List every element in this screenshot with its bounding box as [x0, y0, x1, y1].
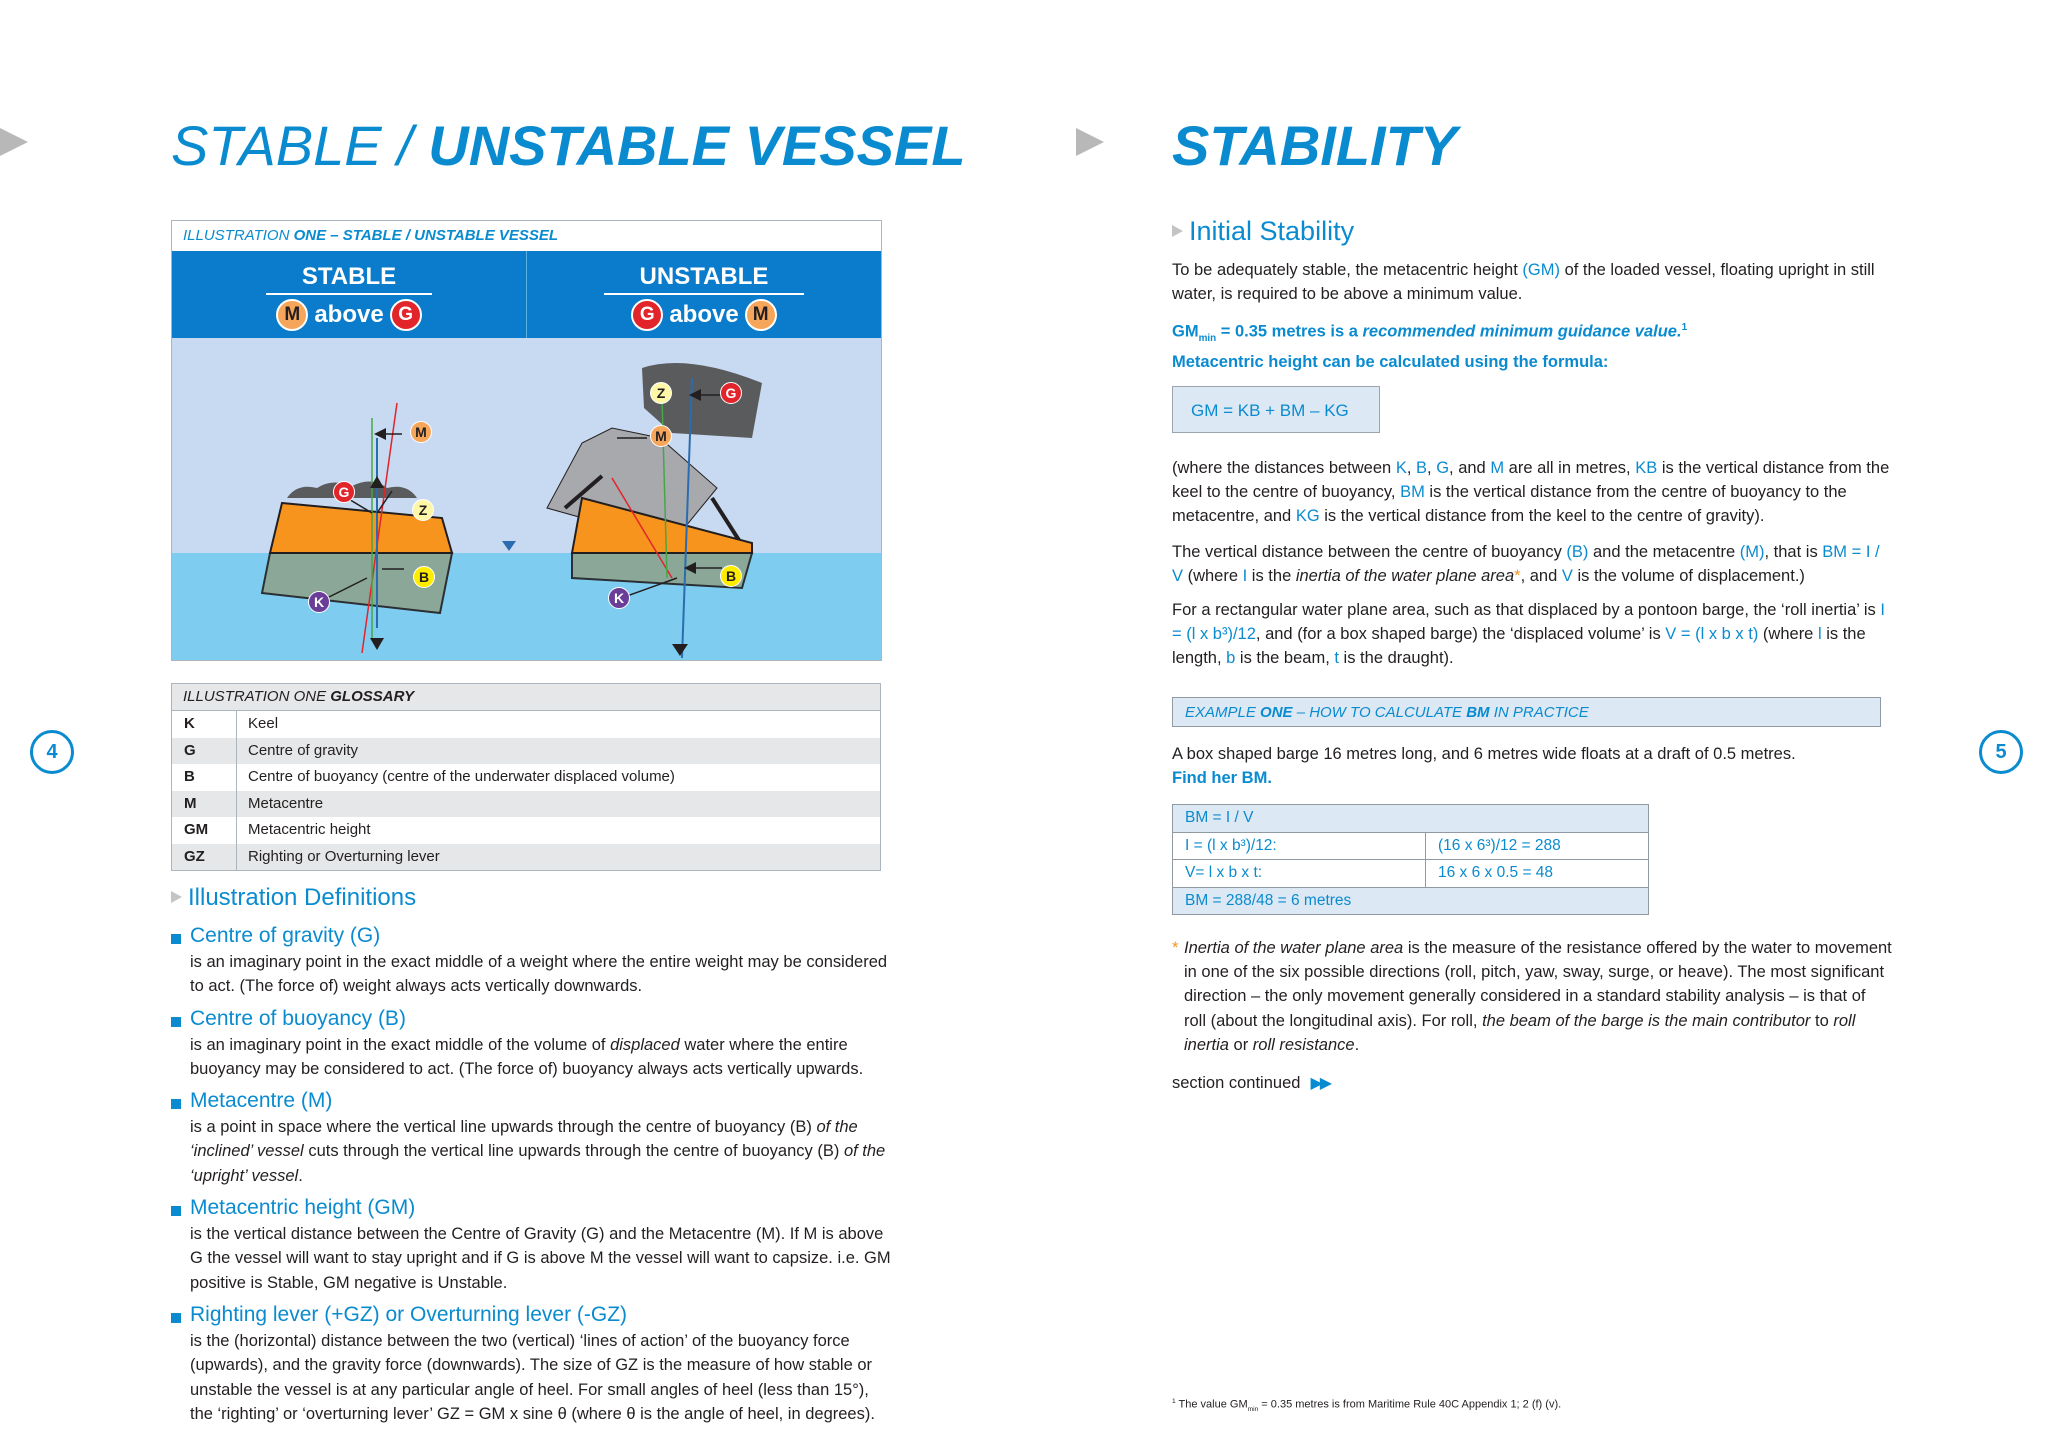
calc-cell: V= l x b x t:	[1173, 860, 1426, 887]
text-run: (where	[1183, 567, 1243, 585]
glossary-row	[172, 844, 880, 871]
equation-highlight: BM = I / V	[1172, 543, 1880, 585]
calc-row	[1173, 859, 1648, 887]
definition-title: Centre of buoyancy (B)	[171, 1005, 891, 1033]
title-bold: UNSTABLE VESSEL	[428, 114, 966, 177]
above-word: above	[669, 301, 739, 328]
section-continued-text: section continued	[1172, 1074, 1301, 1092]
page-title	[171, 114, 966, 178]
equation-highlight: V = (l x b x t)	[1665, 625, 1759, 643]
emphasis: roll inertia	[1184, 1011, 1856, 1054]
stable-column	[172, 251, 526, 338]
text-run: is the	[1247, 567, 1296, 585]
unstable-column	[526, 251, 881, 338]
subscript: min	[1247, 1405, 1259, 1413]
glossary-term: K	[172, 711, 237, 738]
definition-item	[171, 1301, 891, 1426]
definition-text: cuts through the vertical line upwards through the centre of buoyancy (B)	[303, 1142, 844, 1161]
definition-body: is an imaginary point in the exact middle of a weight where the entire weight may be considered to act. (The force of) weight always acts vertically downwards.	[190, 953, 888, 996]
text-run: are all in metres,	[1504, 459, 1636, 477]
initial-stability-heading	[1172, 216, 1354, 247]
term-highlight: (M)	[1739, 543, 1765, 561]
vessel-diagram	[172, 338, 881, 660]
text-run: The value GM	[1175, 1398, 1248, 1411]
glossary-row	[172, 764, 880, 791]
text-run: is the vertical distance from the centre of buoyancy to the metacentre, and	[1172, 483, 1847, 525]
glossary-term: B	[172, 764, 237, 791]
stable-heading: STABLE	[266, 263, 432, 295]
asterisk: *	[1514, 567, 1521, 585]
term-highlight: l	[1817, 625, 1822, 643]
bold-run: BM	[1466, 704, 1490, 721]
page-arrow-icon	[0, 128, 28, 156]
text-run: To be adequately stable, the metacentric height	[1172, 261, 1523, 279]
equation-highlight: I = (l x b³)/12	[1172, 601, 1885, 643]
term-highlight: V	[1561, 567, 1573, 585]
calc-cell: 16 x 6 x 0.5 = 48	[1438, 864, 1554, 881]
definition-text: is an imaginary point in the exact middle of the volume of	[190, 1035, 611, 1054]
formula-intro: Metacentric height can be calculated using the formula:	[1172, 353, 1609, 371]
term-highlight: t	[1334, 649, 1339, 667]
definition-body: is the (horizontal) distance between the two (vertical) ‘lines of action’ of the buoyancy force (upwards), and the gravity force (downwards). The size of GZ is the measure of how stable or unstable the vessel is at any particular angle of heel. For small angles of heel (less than 15°), the ‘righting’ or ‘overturning lever’ GZ = GM x sine θ (where θ is the angle of heel, in degrees).	[190, 1331, 875, 1423]
caption-bold: ONE – STABLE / UNSTABLE VESSEL	[293, 227, 559, 244]
g-badge: G	[631, 299, 663, 331]
text-run: = 0.35 metres is a	[1216, 322, 1363, 341]
above-word: above	[314, 301, 384, 328]
calc-row	[1173, 887, 1648, 915]
emphasis: inertia of the water plane area	[1295, 567, 1515, 585]
term-highlight: b	[1226, 649, 1236, 667]
definition-text: is a point in space where the vertical line upwards through the centre of buoyancy (B)	[190, 1118, 817, 1137]
g-label: G	[720, 382, 742, 404]
glossary-table	[171, 683, 881, 871]
definition-text: water where the entire buoyancy may be considered to act. (The force of) buoyancy always acts vertically upwards.	[190, 1035, 864, 1078]
term-highlight: KB	[1635, 459, 1658, 477]
section-arrow-icon	[171, 891, 182, 903]
text-run: (where	[1758, 625, 1818, 643]
calc-cell: (16 x 6³)/12 = 288	[1438, 836, 1561, 854]
glossary-header-bold: GLOSSARY	[330, 688, 415, 705]
definition-item	[171, 922, 891, 999]
text-run: (where the distances between	[1172, 459, 1396, 477]
calc-row	[1173, 832, 1648, 860]
gm-min-statement	[1172, 316, 1892, 351]
k-label: K	[608, 587, 630, 609]
m-label: M	[410, 421, 432, 443]
text-run: is the length,	[1172, 625, 1866, 667]
text-run: of the loaded vessel, floating upright in still water, is required to be above a minimum value.	[1172, 261, 1875, 303]
text-run: = 0.35 metres is from Maritime Rule 40C Appendix 1; 2 (f) (v).	[1258, 1398, 1562, 1411]
definition-body	[171, 1115, 891, 1188]
g-label: G	[333, 481, 355, 503]
gm-highlight: (GM)	[1522, 261, 1560, 279]
term-highlight: K	[1395, 459, 1407, 477]
text-run: , that is	[1764, 543, 1823, 561]
unstable-subline	[527, 299, 881, 331]
definitions-heading-text: Illustration Definitions	[188, 884, 417, 911]
calc-cell: BM = I / V	[1185, 809, 1254, 826]
title-bold: STABILITY	[1172, 114, 1458, 177]
definition-title: Metacentre (M)	[171, 1087, 891, 1115]
calculation-table	[1172, 804, 1649, 915]
k-label: K	[308, 591, 330, 613]
stable-subline	[172, 299, 526, 331]
emphasis: Inertia of the water plane area	[1184, 939, 1404, 957]
definition-emphasis: of the ‘upright’ vessel	[190, 1142, 886, 1185]
text-run: For a rectangular water plane area, such as that displaced by a pontoon barge, the ‘roll inertia’ is	[1172, 601, 1881, 619]
text-run: , and (for a box shaped barge) the ‘displaced volume’ is	[1255, 625, 1666, 643]
b-label: B	[413, 566, 435, 588]
text-run: ,	[1406, 459, 1416, 477]
g-badge: G	[390, 299, 422, 331]
text-run: is the vertical distance from the keel to the centre of gravity).	[1319, 507, 1765, 525]
text-run: ,	[1427, 459, 1437, 477]
subscript: min	[1198, 332, 1217, 344]
paragraph-distances	[1172, 456, 1892, 528]
text-run: The vertical distance between the centre of buoyancy	[1172, 543, 1567, 561]
text-run: is the volume of displacement.)	[1572, 567, 1805, 585]
glossary-definition: Keel	[248, 715, 279, 732]
paragraph-intro	[1172, 258, 1892, 306]
term-highlight: BM	[1400, 483, 1425, 501]
text-run: is the beam,	[1235, 649, 1335, 667]
text-run: is the vertical distance from the keel to the centre of buoyancy,	[1172, 459, 1890, 501]
illustration-header-band	[172, 251, 881, 338]
example-find: Find her BM.	[1172, 769, 1272, 787]
glossary-term: G	[172, 738, 237, 765]
glossary-row	[172, 711, 880, 738]
text-run: or	[1228, 1035, 1253, 1054]
text-run: is the draught).	[1338, 649, 1454, 667]
text-run: , and	[1520, 567, 1562, 585]
term-highlight: M	[1490, 459, 1505, 477]
definition-title: Metacentric height (GM)	[171, 1194, 891, 1222]
definitions-heading	[171, 884, 416, 912]
example-bar	[1172, 697, 1881, 727]
footnote-ref: 1	[1681, 322, 1688, 333]
definition-text: .	[298, 1166, 303, 1185]
text-run: IN PRACTICE	[1489, 704, 1589, 721]
illustration-caption	[172, 221, 881, 251]
footnote-marker: 1	[1172, 1398, 1176, 1405]
definition-item	[171, 1194, 891, 1295]
glossary-row	[172, 817, 880, 844]
section-continued[interactable]	[1172, 1071, 1329, 1096]
page-number: 4	[30, 730, 74, 774]
illustration-one	[171, 220, 882, 661]
text-run: GM	[1172, 322, 1199, 341]
definition-body: is the vertical distance between the Centre of Gravity (G) and the Metacentre (M). If M is above G the vessel will want to stay upright and if G is above M the vessel will want to capsize. i.e. GM positive is Stable, GM negative is Unstable.	[190, 1225, 891, 1292]
definition-emphasis: of the ‘inclined’ vessel	[190, 1118, 858, 1161]
calc-row	[1173, 805, 1648, 832]
definition-emphasis: displaced	[610, 1035, 680, 1054]
glossary-row	[172, 791, 880, 818]
text-run: , and	[1449, 459, 1491, 477]
glossary-definition: Centre of gravity	[248, 741, 359, 759]
z-label: Z	[412, 499, 434, 521]
m-badge: M	[276, 299, 308, 331]
definition-title: Centre of gravity (G)	[171, 922, 891, 950]
glossary-definition: Metacentre	[248, 794, 324, 812]
glossary-definition: Centre of buoyancy (centre of the underwater displaced volume)	[248, 768, 675, 785]
emphasis: recommended minimum guidance value.	[1362, 322, 1682, 341]
text-run: is the measure of the resistance offered by the water to movement in one of the six possible directions (roll, pitch, yaw, sway, surge, or heave). The most significant direction – the only movement generally considered in a standard stability analysis – is that of roll (about the longitudinal axis). For roll,	[1184, 939, 1892, 1030]
glossary-term: GM	[172, 817, 237, 844]
definition-item	[171, 1087, 891, 1188]
emphasis: the beam of the barge is the main contributor	[1482, 1011, 1811, 1030]
glossary-definition: Metacentric height	[248, 821, 371, 838]
section-arrow-icon	[1172, 225, 1183, 237]
bold-run: ONE	[1260, 704, 1293, 721]
calc-cell: BM = 288/48 = 6 metres	[1185, 891, 1352, 909]
initial-stability-heading-text: Initial Stability	[1189, 216, 1355, 246]
glossary-header	[172, 684, 880, 711]
term-highlight: (B)	[1566, 543, 1589, 561]
term-highlight: G	[1436, 459, 1450, 477]
text-run: .	[1354, 1035, 1360, 1054]
b-label: B	[720, 565, 742, 587]
text-run: and the metacentre	[1588, 543, 1740, 561]
glossary-term: M	[172, 791, 237, 818]
term-highlight: B	[1416, 459, 1428, 477]
definitions-list	[171, 922, 891, 1432]
double-arrow-icon: ▶▶	[1310, 1075, 1330, 1092]
definition-title: Righting lever (+GZ) or Overturning lever (-GZ)	[171, 1301, 891, 1329]
asterisk: *	[1172, 939, 1179, 957]
m-label: M	[650, 425, 672, 447]
title-thin: STABLE /	[171, 114, 429, 177]
text-run: EXAMPLE	[1185, 704, 1261, 721]
z-label: Z	[650, 382, 672, 404]
unstable-heading: UNSTABLE	[604, 263, 805, 295]
glossary-header-prefix: ILLUSTRATION ONE	[183, 688, 331, 705]
glossary-definition: Righting or Overturning lever	[248, 847, 440, 865]
definition-body	[171, 1033, 891, 1082]
page-arrow-icon	[1076, 128, 1104, 156]
formula-box: GM = KB + BM – KG	[1172, 386, 1380, 433]
term-highlight: KG	[1295, 507, 1320, 525]
definition-item	[171, 1005, 891, 1082]
text-run: to	[1810, 1011, 1834, 1030]
paragraph-rectangular	[1172, 598, 1892, 670]
inertia-note	[1172, 936, 1892, 1057]
m-badge: M	[745, 299, 777, 331]
example-text: A box shaped barge 16 metres long, and 6 metres wide floats at a draft of 0.5 metres.	[1172, 745, 1796, 763]
page-title	[1172, 114, 1457, 178]
footnote	[1172, 1398, 1561, 1413]
caption-prefix: ILLUSTRATION	[183, 227, 294, 244]
term-highlight: I	[1242, 567, 1248, 585]
emphasis: roll resistance	[1252, 1035, 1355, 1054]
glossary-term: GZ	[172, 844, 237, 871]
calc-cell: I = (l x b³)/12:	[1173, 833, 1426, 860]
page-number: 5	[1979, 730, 2023, 774]
text-run: – HOW TO CALCULATE	[1292, 704, 1467, 721]
glossary-row	[172, 738, 880, 765]
paragraph-bm	[1172, 540, 1892, 588]
